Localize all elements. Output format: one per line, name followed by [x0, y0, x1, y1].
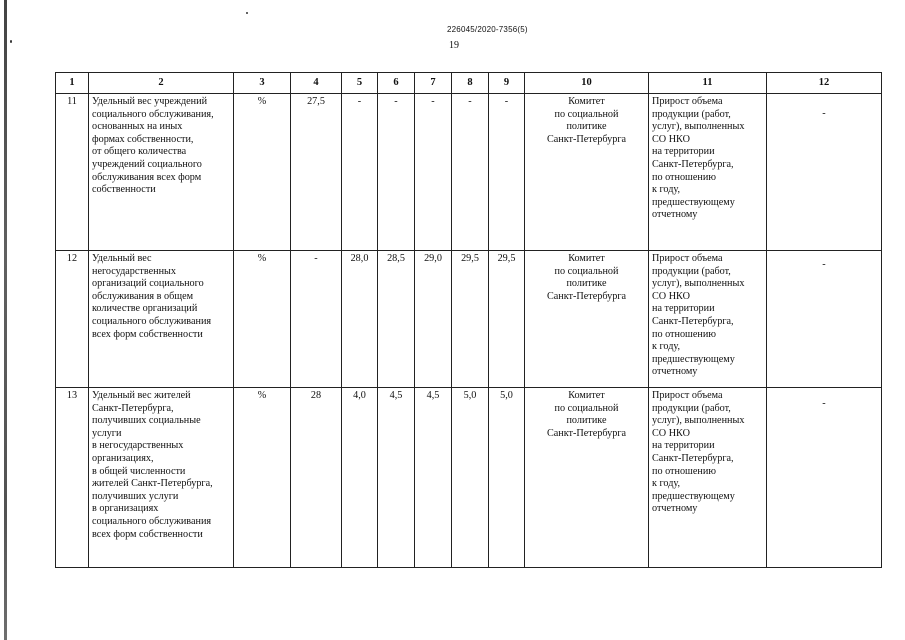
- executor-cell: Комитет по социальной политике Санкт-Петербурга: [525, 388, 649, 568]
- row-number: 13: [56, 388, 89, 568]
- value-cell: 5,0: [452, 388, 489, 568]
- column-header: 3: [234, 73, 291, 94]
- value-cell: 29,0: [415, 251, 452, 388]
- executor-cell: Комитет по социальной политике Санкт-Петербурга: [525, 251, 649, 388]
- value-cell: -: [291, 251, 342, 388]
- note-cell: -: [767, 94, 882, 251]
- column-header: 11: [649, 73, 767, 94]
- page-number: 19: [449, 40, 459, 51]
- value-cell: 28,5: [378, 251, 415, 388]
- column-header: 5: [342, 73, 378, 94]
- note-cell: -: [767, 388, 882, 568]
- scan-edge: [4, 0, 7, 640]
- value-cell: -: [415, 94, 452, 251]
- column-header: 4: [291, 73, 342, 94]
- value-cell: -: [489, 94, 525, 251]
- unit-cell: %: [234, 388, 291, 568]
- row-number: 12: [56, 251, 89, 388]
- value-cell: 28: [291, 388, 342, 568]
- column-header: 1: [56, 73, 89, 94]
- scan-speck: [10, 40, 12, 43]
- value-cell: -: [452, 94, 489, 251]
- link-cell: Прирост объема продукции (работ, услуг), выполненных СО НКО на территории Санкт-Петербурга, по отношению к году, предшествующему отчетному: [649, 388, 767, 568]
- column-header: 2: [89, 73, 234, 94]
- value-cell: 29,5: [489, 251, 525, 388]
- link-cell: Прирост объема продукции (работ, услуг), выполненных СО НКО на территории Санкт-Петербурга, по отношению к году, предшествующему отчетному: [649, 251, 767, 388]
- indicator-name: Удельный вес негосударственных организаций социального обслуживания в общем количестве организаций социального обслуживания всех форм собственности: [89, 251, 234, 388]
- column-header: 6: [378, 73, 415, 94]
- scan-speck: [246, 12, 248, 14]
- column-header: 7: [415, 73, 452, 94]
- note-cell: -: [767, 251, 882, 388]
- indicator-name: Удельный вес жителей Санкт-Петербурга, получивших социальные услуги в негосударственных организациях, в общей численности жителей Санкт-Петербурга, получивших услуги в организациях социального обслуживания всех форм собственности: [89, 388, 234, 568]
- value-cell: 27,5: [291, 94, 342, 251]
- column-header: 10: [525, 73, 649, 94]
- value-cell: 5,0: [489, 388, 525, 568]
- link-cell: Прирост объема продукции (работ, услуг), выполненных СО НКО на территории Санкт-Петербурга, по отношению к году, предшествующему отчетному: [649, 94, 767, 251]
- value-cell: 4,0: [342, 388, 378, 568]
- table-row: [56, 388, 882, 568]
- unit-cell: %: [234, 94, 291, 251]
- column-header: 9: [489, 73, 525, 94]
- value-cell: 29,5: [452, 251, 489, 388]
- value-cell: 4,5: [415, 388, 452, 568]
- value-cell: -: [378, 94, 415, 251]
- unit-cell: %: [234, 251, 291, 388]
- value-cell: 4,5: [378, 388, 415, 568]
- value-cell: -: [342, 94, 378, 251]
- indicator-name: Удельный вес учреждений социального обслуживания, основанных на иных формах собственности, от общего количества учреждений социального обслуживания всех форм собственности: [89, 94, 234, 251]
- value-cell: 28,0: [342, 251, 378, 388]
- row-number: 11: [56, 94, 89, 251]
- document-id: 226045/2020-7356(5): [447, 25, 528, 34]
- indicators-table: [55, 72, 882, 568]
- table-row: [56, 94, 882, 251]
- table-row: [56, 251, 882, 388]
- column-header: 12: [767, 73, 882, 94]
- table-header-row: [56, 73, 882, 94]
- column-header: 8: [452, 73, 489, 94]
- executor-cell: Комитет по социальной политике Санкт-Петербурга: [525, 94, 649, 251]
